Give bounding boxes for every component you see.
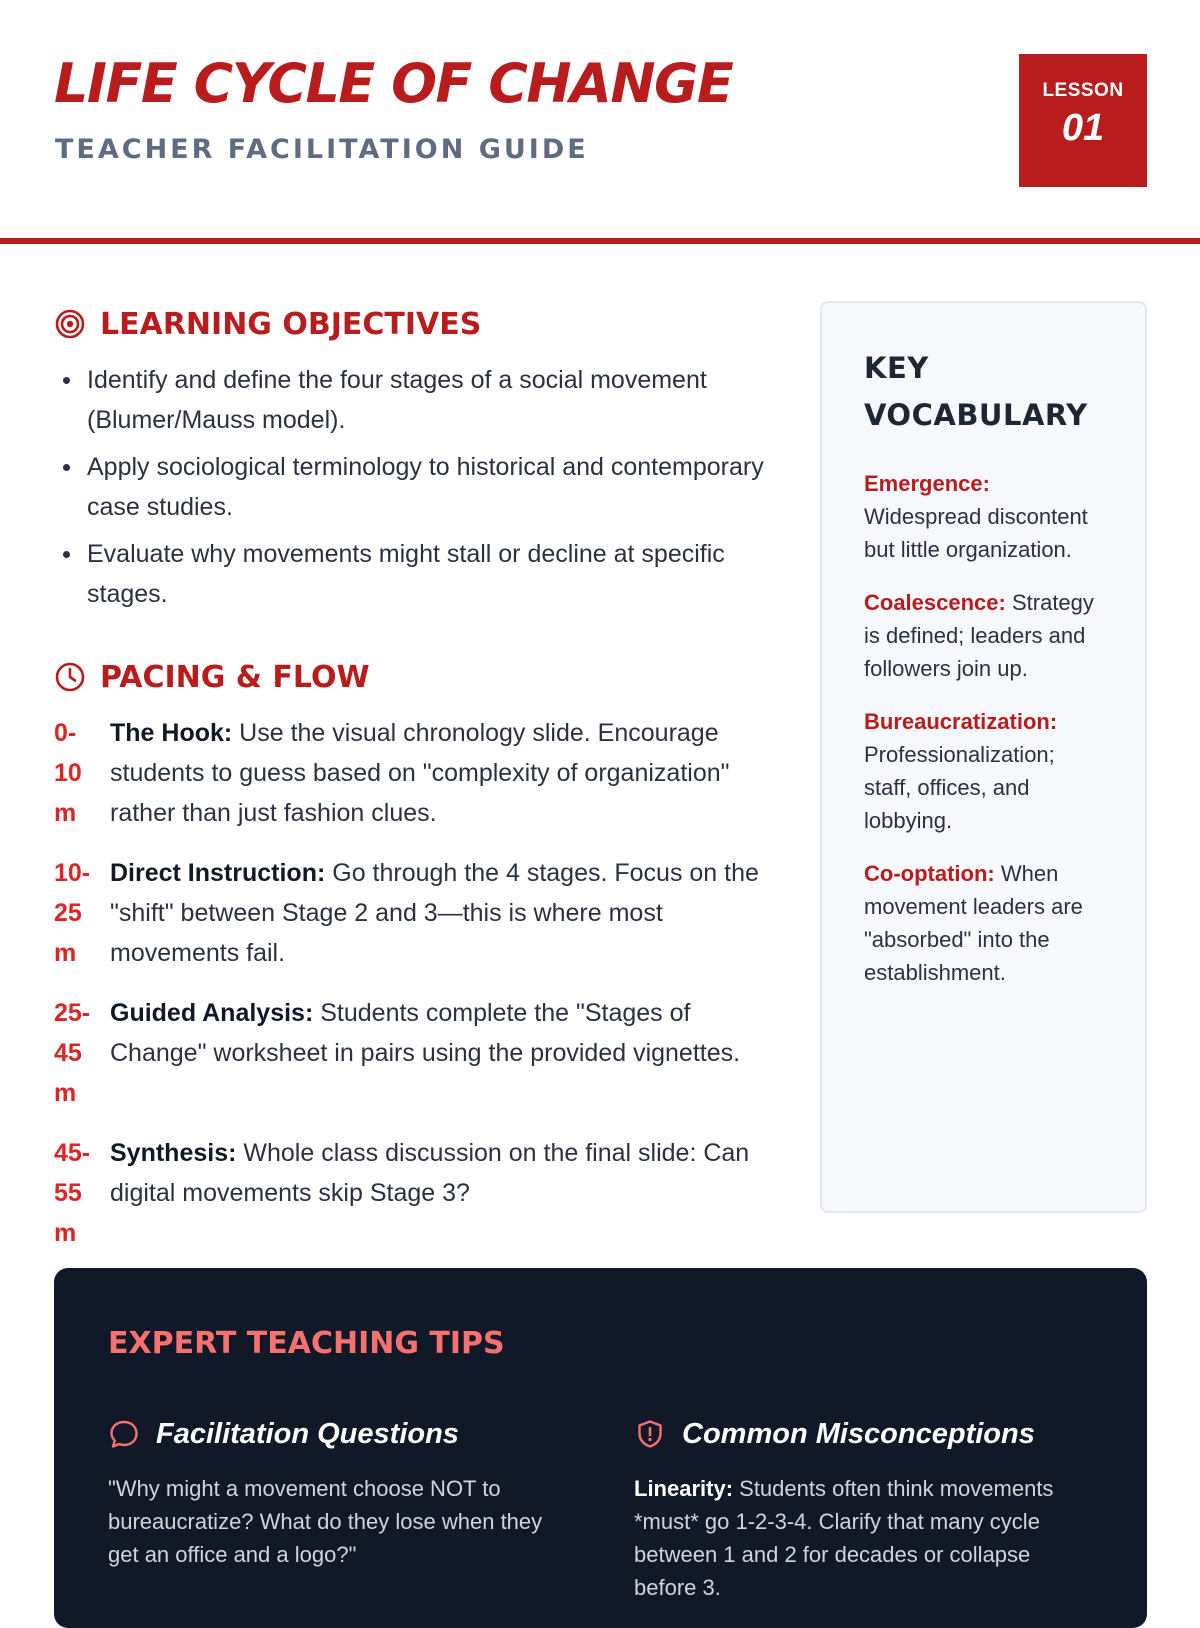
vocab-term: Coalescence:	[864, 590, 1006, 615]
common-misconceptions-heading	[634, 1414, 1160, 1454]
pacing-description	[110, 1133, 774, 1213]
vocab-list	[864, 467, 1105, 989]
lesson-number: 01	[1061, 107, 1105, 149]
vocab-item	[864, 857, 1105, 989]
pacing-label: The Hook:	[110, 719, 233, 747]
speech-bubble-icon	[108, 1418, 140, 1450]
facilitation-questions-title: Facilitation Questions	[156, 1417, 459, 1450]
page-subtitle: TEACHER FACILITATION GUIDE	[55, 134, 589, 165]
vocab-definition: Professionalization; staff, offices, and lobbying.	[864, 742, 1055, 833]
bullet-icon	[63, 464, 70, 471]
misconception-label: Linearity:	[634, 1476, 734, 1501]
pacing-time: 25-45m	[54, 999, 91, 1107]
misconception-text: Students often think movements *must* go 1-2-3-4. Clarify that many cycle between 1 and 2 for decades or collapse before 3.	[634, 1476, 1054, 1600]
lesson-label: LESSON	[1042, 80, 1124, 101]
pacing-label: Guided Analysis:	[110, 999, 314, 1027]
facilitation-questions-heading	[108, 1414, 634, 1454]
pacing-heading	[54, 657, 370, 697]
common-misconceptions-title: Common Misconceptions	[682, 1417, 1035, 1450]
objective-text: Apply sociological terminology to historical and contemporary case studies.	[87, 453, 764, 521]
pacing-title: PACING & FLOW	[100, 659, 370, 695]
pacing-row	[54, 853, 774, 973]
pacing-list	[54, 713, 774, 1273]
objective-item	[87, 447, 774, 527]
pacing-text: Whole class discussion on the final slide: Can digital movements skip Stage 3?	[110, 1139, 750, 1207]
vocab-item	[864, 586, 1105, 685]
pacing-label: Synthesis:	[110, 1139, 237, 1167]
pacing-row	[54, 713, 774, 833]
bullet-icon	[63, 377, 70, 384]
vocab-definition: When movement leaders are "absorbed" into the establishment.	[864, 861, 1083, 985]
key-vocabulary-card	[820, 301, 1147, 1213]
learning-objectives-title: LEARNING OBJECTIVES	[100, 306, 482, 342]
vocab-item	[864, 467, 1105, 566]
clock-icon	[54, 661, 86, 693]
vocab-term: Emergence:	[864, 471, 990, 496]
pacing-time: 45-55m	[54, 1139, 91, 1247]
learning-objectives-heading	[54, 304, 481, 344]
facilitation-questions-body: "Why might a movement choose NOT to bureaucratize? What do they lose when they get an office and a logo?"	[108, 1476, 543, 1567]
shield-alert-icon	[634, 1418, 666, 1450]
facilitation-questions-column	[108, 1414, 634, 1604]
vocab-definition: Strategy is defined; leaders and followers join up.	[864, 590, 1094, 681]
page-header	[0, 0, 1200, 244]
vocab-definition: Widespread discontent but little organization.	[864, 504, 1088, 562]
pacing-text: Go through the 4 stages. Focus on the "shift" between Stage 2 and 3—this is where most movements fail.	[110, 859, 759, 967]
vocab-item	[864, 705, 1105, 837]
pacing-time: 0-10m	[54, 719, 82, 827]
expert-tips-title: EXPERT TEACHING TIPS	[108, 1326, 505, 1361]
pacing-text: Students complete the "Stages of Change" worksheet in pairs using the provided vignettes.	[110, 999, 741, 1067]
common-misconceptions-column	[634, 1414, 1160, 1604]
pacing-text: Use the visual chronology slide. Encourage students to guess based on "complexity of organization" rather than just fashion clues.	[110, 719, 730, 827]
objective-text: Identify and define the four stages of a social movement (Blumer/Mauss model).	[87, 366, 707, 434]
lesson-badge	[1019, 54, 1147, 187]
objective-text: Evaluate why movements might stall or decline at specific stages.	[87, 540, 725, 608]
pacing-description	[110, 853, 774, 973]
vocab-term: Bureaucratization:	[864, 709, 1058, 734]
pacing-description	[110, 713, 774, 833]
key-vocabulary-title: KEY VOCABULARY	[864, 351, 1088, 432]
expert-tips-panel	[54, 1268, 1147, 1628]
pacing-description	[110, 993, 774, 1073]
objective-item	[87, 534, 774, 614]
objective-item	[87, 360, 774, 440]
page-title: LIFE CYCLE OF CHANGE	[54, 52, 733, 115]
vocab-term: Co-optation:	[864, 861, 995, 886]
pacing-row	[54, 993, 774, 1113]
common-misconceptions-body	[634, 1472, 1094, 1604]
pacing-row	[54, 1133, 774, 1253]
pacing-label: Direct Instruction:	[110, 859, 326, 887]
objectives-list	[54, 360, 774, 621]
bullet-icon	[63, 551, 70, 558]
target-icon	[54, 308, 86, 340]
pacing-time: 10-25m	[54, 859, 91, 967]
